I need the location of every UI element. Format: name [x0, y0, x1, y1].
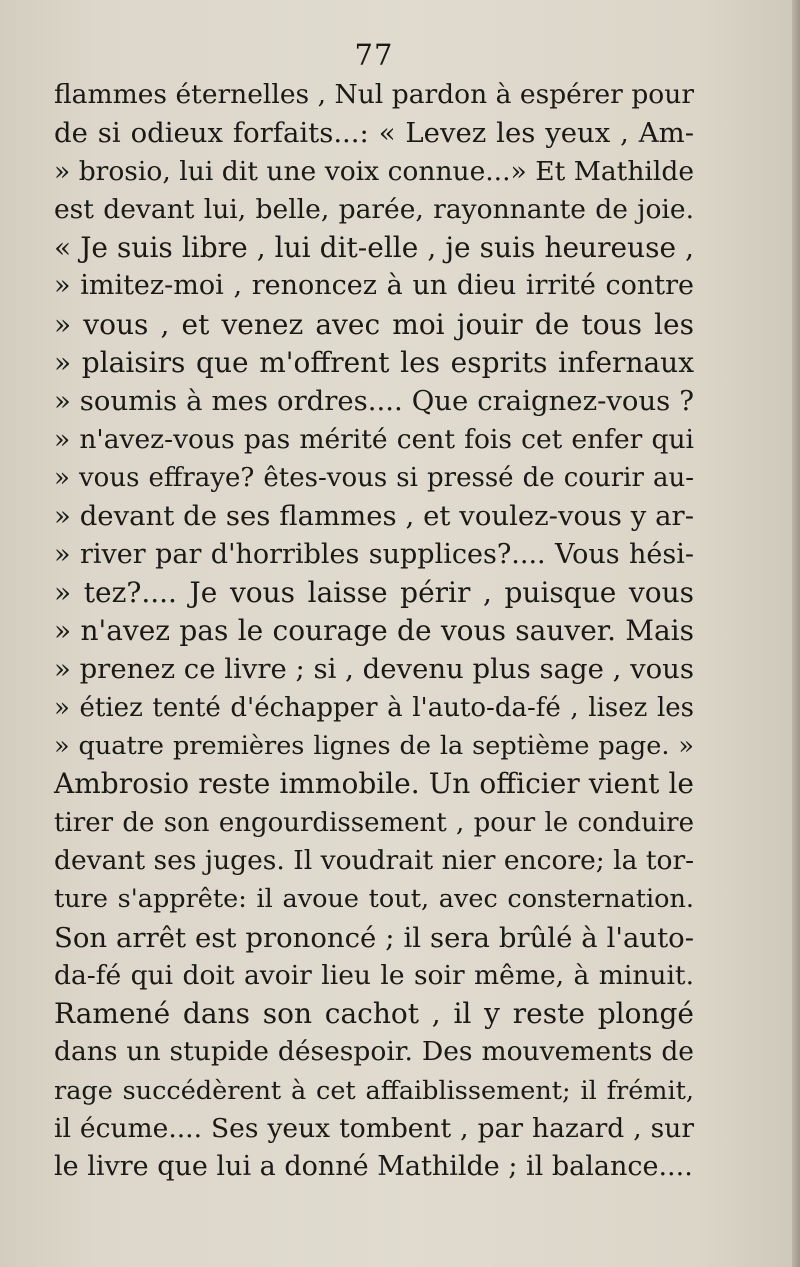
text-line: da-fé qui doit avoir lieu le soir même, à minuit.: [54, 959, 694, 991]
body-text: [54, 76, 694, 1187]
text-line: » vous , et venez avec moi jouir de tous les: [54, 307, 694, 341]
text-line: » brosio, lui dit une voix connue...» Et Mathilde: [54, 155, 694, 187]
text-line: est devant lui, belle, parée, rayonnante de joie.: [54, 193, 694, 225]
text-line: il écume.... Ses yeux tombent , par hazard , sur: [54, 1113, 694, 1145]
text-line: dans un stupide désespoir. Des mouvements de: [54, 1036, 694, 1068]
text-line: devant ses juges. Il voudrait nier encore; la tor-: [54, 844, 695, 876]
text-line: tirer de son engourdissement , pour le conduire: [54, 807, 694, 838]
page-number: 77: [354, 38, 394, 72]
text-line: » tez?.... Je vous laisse périr , puisque vous: [54, 575, 694, 609]
text-line: » imitez-moi , renoncez à un dieu irrité contre: [54, 270, 694, 302]
text-line: rage succédèrent à cet affaiblissement; il frémit,: [54, 1075, 694, 1106]
text-line: Son arrêt est prononcé ; il sera brûlé à l'auto-: [54, 921, 694, 954]
text-line: » n'avez pas le courage de vous sauver. Mais: [54, 614, 694, 648]
text-line: de si odieux forfaits...: « Levez les yeux , Am-: [54, 117, 694, 150]
text-line: » devant de ses flammes , et voulez-vous y ar-: [54, 500, 694, 533]
text-line: » étiez tenté d'échapper à l'auto-da-fé , lisez les: [54, 692, 694, 723]
text-line: » prenez ce livre ; si , devenu plus sage , vous: [54, 653, 694, 686]
text-line: « Je suis libre , lui dit-elle , je suis heureuse ,: [54, 231, 694, 265]
text-line: » river par d'horribles supplices?.... Vous hési-: [54, 538, 694, 570]
text-line: » quatre premières lignes de la septième page. »: [54, 731, 694, 762]
text-line: Ramené dans son cachot , il y reste plongé: [54, 997, 694, 1031]
text-line: le livre que lui a donné Mathilde ; il balance....: [54, 1151, 693, 1183]
text-line: Ambrosio reste immobile. Un officier vient le: [54, 767, 694, 801]
page-edge: [792, 0, 800, 1267]
text-line: » vous effraye? êtes-vous si pressé de courir au-: [54, 462, 694, 493]
text-line: » soumis à mes ordres.... Que craignez-vous ?: [54, 385, 694, 418]
text-line: » n'avez-vous pas mérité cent fois cet enfer qui: [54, 423, 694, 455]
text-line: » plaisirs que m'offrent les esprits infernaux: [54, 346, 694, 380]
text-line: ture s'apprête: il avoue tout, avec consternation.: [54, 884, 694, 915]
text-line: flammes éternelles , Nul pardon à espérer pour: [54, 79, 694, 110]
